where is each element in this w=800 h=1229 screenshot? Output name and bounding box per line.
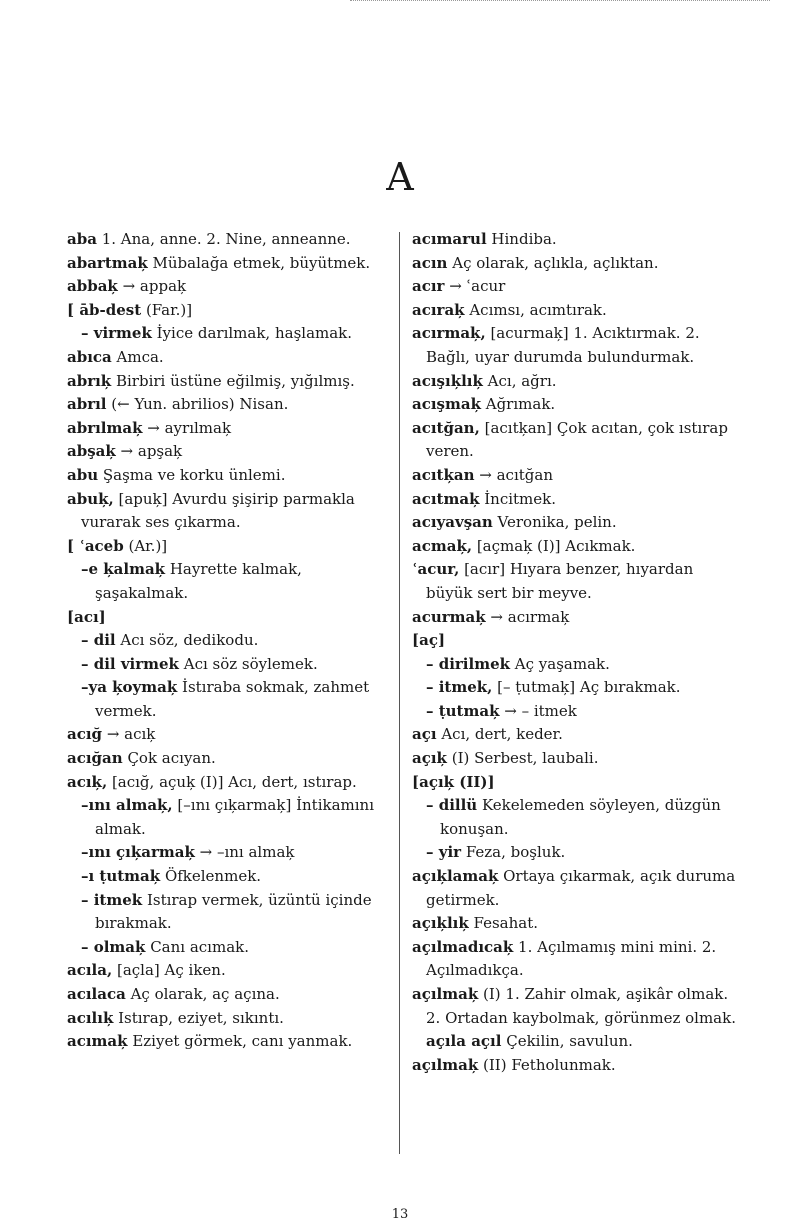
entry-definition: Aç olarak, aç açına. <box>125 985 280 1003</box>
entry-headword: –ı ṭutmaķ <box>81 867 161 886</box>
entry-definition: → – itmek <box>499 701 577 720</box>
entry-headword: abrılmaķ <box>67 418 143 437</box>
entry-headword: acımarul <box>412 230 487 248</box>
dictionary-entry <box>67 747 390 771</box>
entry-headword: –ya ķoymaķ <box>81 678 178 697</box>
dictionary-entry <box>67 889 390 936</box>
entry-headword: açılmadıcaķ <box>412 937 514 956</box>
entry-headword: acılaca <box>67 985 126 1003</box>
entry-definition: [–ını çıķarmaķ] İntikamını almak. <box>95 796 374 838</box>
entry-definition: Şaşma ve korku ünlemi. <box>98 465 286 484</box>
entry-headword: – dirilmek <box>426 654 511 673</box>
dictionary-entry <box>412 275 738 299</box>
dictionary-entry <box>412 865 738 912</box>
entry-definition: (I) Serbest, laubali. <box>446 749 599 768</box>
entry-headword: – itmek <box>81 890 143 909</box>
entry-headword: abuķ, <box>67 489 114 508</box>
dictionary-entry <box>67 606 390 630</box>
entry-definition: Acı söz, dedikodu. <box>115 631 259 650</box>
dictionary-entry <box>412 771 738 795</box>
dictionary-entry <box>67 1007 390 1031</box>
entry-definition: [acıtķan] Çok acıtan, çok ıstırap veren. <box>426 418 728 461</box>
entry-headword: acılıķ <box>67 1008 114 1027</box>
entry-definition: → ʿacur <box>444 277 506 296</box>
dictionary-entry <box>412 936 738 983</box>
entry-definition: Fesahat. <box>468 914 539 933</box>
right-column <box>412 228 738 1077</box>
entry-definition: → acıķ <box>102 725 156 744</box>
section-letter: A <box>386 155 414 199</box>
dictionary-entry <box>67 653 390 677</box>
entry-headword: acışıķlıķ <box>412 371 483 390</box>
entry-definition: Aç olarak, açlıkla, açlıktan. <box>447 253 659 272</box>
entry-headword: acıyavşan <box>412 513 493 532</box>
entry-definition: Feza, boşluk. <box>461 843 566 862</box>
entry-headword: acımaķ <box>67 1032 128 1051</box>
entry-definition: Istırap vermek, üzüntü içinde bırakmak. <box>95 890 372 933</box>
dictionary-entry <box>412 511 738 535</box>
entry-definition: Acımsı, acımtırak. <box>464 300 607 319</box>
entry-headword: acıķ, <box>67 772 108 791</box>
dictionary-entry <box>412 370 738 394</box>
dictionary-entry <box>67 228 390 252</box>
dictionary-entry <box>67 558 390 605</box>
dictionary-entry <box>412 299 738 323</box>
entry-headword: acırmaķ, <box>412 324 486 343</box>
entry-headword: – dil virmek <box>81 654 179 673</box>
dictionary-entry <box>67 275 390 299</box>
entry-definition: (Far.)] <box>141 300 193 319</box>
dictionary-entry <box>67 346 390 370</box>
entry-headword: – virmek <box>81 324 152 343</box>
entry-definition: → apşaķ <box>115 442 183 461</box>
dictionary-entry <box>412 676 738 700</box>
dictionary-entry <box>412 417 738 464</box>
dictionary-entry <box>412 322 738 369</box>
entry-definition: Acı, ağrı. <box>482 371 557 390</box>
entry-definition: Çekilin, savulun. <box>501 1032 633 1051</box>
entry-headword: [ ʿaceb <box>67 536 124 555</box>
entry-definition: → –ını almaķ <box>194 843 295 862</box>
entry-headword: – yir <box>426 843 462 862</box>
entry-definition: Ağrımak. <box>480 395 556 414</box>
entry-headword: acığ <box>67 725 103 744</box>
entry-headword: abu <box>67 465 99 484</box>
entry-headword: abşaķ <box>67 442 116 461</box>
dictionary-entry <box>412 228 738 252</box>
dictionary-entry <box>412 393 738 417</box>
entry-headword: acmaķ, <box>412 536 473 555</box>
entry-headword: – ṭutmaķ <box>426 701 500 720</box>
entry-headword: – olmaķ <box>81 937 146 956</box>
entry-headword: abrıķ <box>67 371 112 390</box>
entry-headword: açıķ <box>412 749 447 768</box>
dictionary-entry <box>67 370 390 394</box>
entry-definition: Acı, dert, keder. <box>436 725 563 744</box>
dictionary-entry <box>67 299 390 323</box>
dictionary-entry <box>67 841 390 865</box>
entry-headword: açılmaķ <box>412 1055 479 1074</box>
dictionary-entry <box>67 983 390 1007</box>
entry-headword: acıtķan <box>412 465 475 484</box>
entry-definition: (II) Fetholunmak. <box>478 1055 616 1074</box>
entry-definition: Çok acıyan. <box>122 749 216 768</box>
dictionary-entry <box>67 322 390 346</box>
dictionary-entry <box>412 912 738 936</box>
dictionary-entry <box>412 464 738 488</box>
entry-headword: aba <box>67 230 97 248</box>
dictionary-entry <box>412 252 738 276</box>
dictionary-entry <box>412 983 738 1030</box>
entry-headword: acıtğan, <box>412 418 480 437</box>
dictionary-entry <box>412 723 738 747</box>
entry-headword: acığan <box>67 749 123 768</box>
dictionary-entry <box>412 653 738 677</box>
entry-definition: İncitmek. <box>479 489 557 508</box>
entry-headword: –e ķalmaķ <box>81 560 166 579</box>
entry-definition: [açmaķ (I)] Acıkmak. <box>472 536 636 555</box>
entry-definition: Canı acımak. <box>145 937 250 956</box>
entry-definition: [– ṭutmaķ] Aç bırakmak. <box>492 678 681 697</box>
dictionary-entry <box>412 794 738 841</box>
dictionary-entry <box>67 464 390 488</box>
entry-headword: – itmek, <box>426 678 493 697</box>
entry-headword: [açıķ (II)] <box>412 772 495 791</box>
entry-definition: Aç yaşamak. <box>510 654 610 673</box>
entry-definition: Mübalağa etmek, büyütmek. <box>147 253 371 272</box>
dictionary-entry <box>67 959 390 983</box>
dictionary-entry <box>67 771 390 795</box>
entry-definition: → acırmaķ <box>485 607 570 626</box>
entry-headword: acurmaķ <box>412 607 486 626</box>
entry-definition: (I) 1. Zahir olmak, aşikâr olmak. 2. Ortadan kaybolmak, görünmez olmak. <box>426 985 736 1027</box>
entry-headword: – dillü <box>426 796 478 815</box>
column-divider <box>399 232 400 1154</box>
dictionary-entry <box>67 393 390 417</box>
dictionary-entry <box>67 1030 390 1054</box>
entry-headword: abrıl <box>67 395 107 414</box>
entry-definition: 1. Açılmamış mini mini. 2. Açılmadıkça. <box>426 937 717 980</box>
entry-headword: [ āb-dest <box>67 300 142 319</box>
dictionary-entry <box>412 535 738 559</box>
dictionary-entry <box>412 629 738 653</box>
entry-headword: açılmaķ <box>412 985 479 1003</box>
entry-headword: [aç] <box>412 631 446 650</box>
entry-definition: Amca. <box>111 347 164 366</box>
entry-definition: Acı söz söylemek. <box>178 654 318 673</box>
entry-definition: Hayrette kalmak, şaşakalmak. <box>95 560 302 602</box>
entry-headword: açıla açıl <box>426 1032 502 1051</box>
dictionary-entry <box>67 535 390 559</box>
entry-headword: acıtmaķ <box>412 489 480 508</box>
entry-headword: acıraķ <box>412 300 465 319</box>
dictionary-entry <box>412 1030 738 1054</box>
entry-definition: İyice darılmak, haşlamak. <box>151 324 353 343</box>
entry-headword: abartmaķ <box>67 253 148 272</box>
dictionary-entry <box>412 558 738 605</box>
entry-definition: → appaķ <box>117 277 187 296</box>
dictionary-entry <box>412 841 738 865</box>
left-column <box>67 228 390 1054</box>
entry-definition: → ayrılmaķ <box>142 418 232 437</box>
entry-headword: abbaķ <box>67 277 118 296</box>
entry-headword: acın <box>412 253 448 272</box>
entry-headword: ʿacur, <box>412 560 460 579</box>
entry-definition: Veronika, pelin. <box>492 513 617 532</box>
dictionary-entry <box>412 488 738 512</box>
dictionary-entry <box>412 747 738 771</box>
entry-definition: İstıraba sokmak, zahmet vermek. <box>95 678 370 720</box>
entry-headword: abıca <box>67 347 112 366</box>
entry-headword: acışmaķ <box>412 395 481 414</box>
entry-headword: –ını çıķarmaķ <box>81 843 195 862</box>
dictionary-entry <box>412 606 738 630</box>
scan-artifact <box>350 0 770 7</box>
dictionary-entry <box>67 936 390 960</box>
entry-definition: (Ar.)] <box>123 536 168 555</box>
entry-headword: açı <box>412 725 437 744</box>
entry-headword: acır <box>412 277 445 296</box>
dictionary-entry <box>67 440 390 464</box>
dictionary-entry <box>67 723 390 747</box>
dictionary-entry <box>67 629 390 653</box>
entry-headword: – dil <box>81 631 116 650</box>
entry-definition: [acır] Hıyara benzer, hıyardan büyük sert bir meyve. <box>426 560 694 602</box>
entry-definition: Hindiba. <box>486 230 557 248</box>
dictionary-entry <box>67 865 390 889</box>
entry-definition: [apuķ] Avurdu şişirip parmakla vurarak ses çıkarma. <box>81 489 355 532</box>
entry-definition: Öfkelenmek. <box>160 867 262 886</box>
entry-headword: acıla, <box>67 961 113 980</box>
entry-headword: –ını almaķ, <box>81 796 173 815</box>
entry-definition: [acığ, açuķ (I)] Acı, dert, ıstırap. <box>107 772 357 791</box>
entry-headword: [acı] <box>67 607 106 626</box>
entry-definition: Kekelemeden söyleyen, düzgün konuşan. <box>440 796 721 838</box>
dictionary-entry <box>67 417 390 441</box>
dictionary-entry <box>412 700 738 724</box>
entry-definition: → acıtğan <box>474 465 553 484</box>
dictionary-entry <box>67 676 390 723</box>
entry-definition: Birbiri üstüne eğilmiş, yığılmış. <box>111 371 355 390</box>
entry-definition: [acurmaķ] 1. Acıktırmak. 2. Bağlı, uyar durumda bulundurmak. <box>426 324 700 366</box>
entry-definition: Eziyet görmek, canı yanmak. <box>127 1032 353 1051</box>
entry-definition: Ortaya çıkarmak, açık duruma getirmek. <box>426 867 736 909</box>
entry-definition: Istırap, eziyet, sıkıntı. <box>113 1008 284 1027</box>
entry-headword: açıķlıķ <box>412 914 469 933</box>
entry-headword: açıķlamaķ <box>412 867 499 886</box>
dictionary-entry <box>67 252 390 276</box>
entry-definition: (← Yun. abrilios) Nisan. <box>106 395 289 414</box>
dictionary-entry <box>67 488 390 535</box>
entry-definition: [açla] Aç iken. <box>112 961 226 980</box>
page-number: 13 <box>391 1207 409 1222</box>
dictionary-entry <box>412 1054 738 1078</box>
dictionary-entry <box>67 794 390 841</box>
entry-definition: 1. Ana, anne. 2. Nine, anneanne. <box>96 230 351 248</box>
